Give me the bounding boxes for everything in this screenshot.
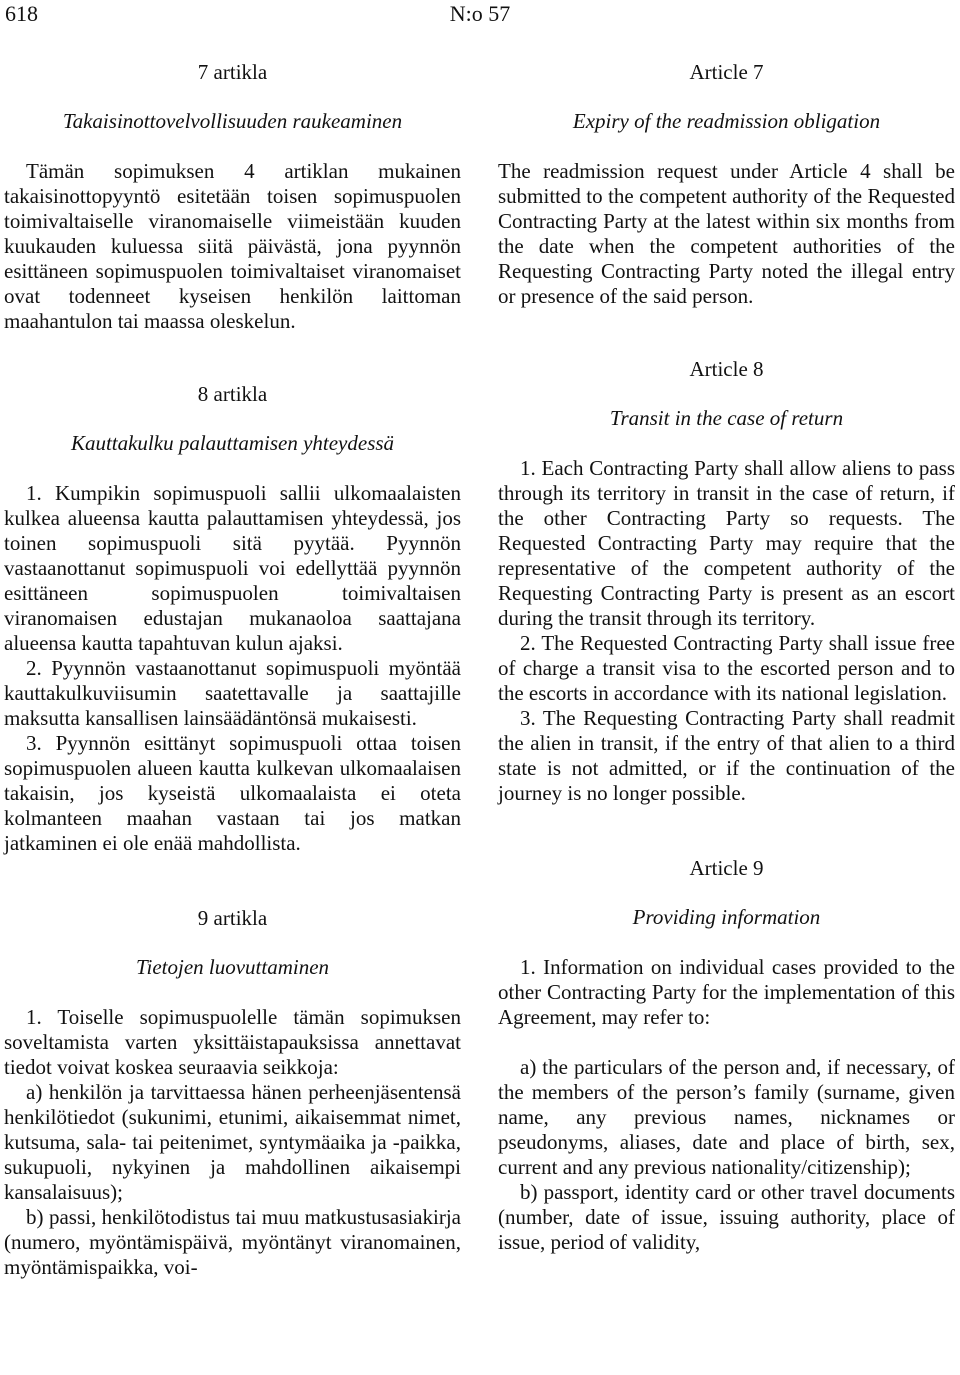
article-heading: Article 8 bbox=[689, 357, 764, 381]
article-title: Kauttakulku palauttamisen yhteydessä bbox=[70, 431, 395, 455]
article-heading: Article 9 bbox=[689, 856, 764, 880]
paragraph: a) the particulars of the person and, if necessary, of the members of the person’s family (surname, given name, any previous names, nicknames or pseudonyms, aliases, date and place of birth, sex, current and any previous nationality/citizenship); bbox=[498, 1055, 955, 1179]
paragraph: 2. The Requested Contracting Party shall issue free of charge a transit visa to the escorted person and to the escorts in accordance with its national legislation. bbox=[498, 631, 955, 705]
article-9-fi bbox=[4, 906, 461, 1280]
article-heading: 7 artikla bbox=[197, 60, 268, 84]
article-heading: 8 artikla bbox=[197, 382, 268, 406]
article-title: Takaisinottovelvollisuuden raukeaminen bbox=[62, 109, 403, 133]
paragraph: b) passi, henkilötodistus tai muu matkustusasiakirja (numero, myöntämispäivä, myöntänyt viranomainen, myöntämispaikka, voi- bbox=[4, 1205, 461, 1279]
article-heading: 9 artikla bbox=[197, 906, 268, 930]
article-title: Tietojen luovuttaminen bbox=[135, 955, 330, 979]
paragraph: 3. Pyynnön esittänyt sopimuspuoli ottaa toisen sopimuspuolen alueen kautta kulkevan ulkomaalaisen takaisin, jos kyseistä ulkomaalaista ei oteta kolmanteen maahan vastaan tai jos matkan jatkaminen ei ole enää mahdollista. bbox=[4, 731, 461, 855]
paragraph: 1. Toiselle sopimuspuolelle tämän sopimuksen soveltamista varten yksittäistapauksissa annettavat tiedot voivat koskea seuraavia seikkoja: bbox=[4, 1005, 461, 1079]
paragraph: 1. Each Contracting Party shall allow aliens to pass through its territory in transit in the case of return, if the other Contracting Party so requests. The Requested Contracting Party may require that the representative of the competent authority of the Requesting Contracting Party is present as an escort during the transit through its territory. bbox=[498, 456, 955, 630]
paragraph: Tämän sopimuksen 4 artiklan mukainen takaisinottopyyntö esitetään toisen sopimuspuolen toimivaltaiselle viranomaiselle viimeistään kuuden kuukauden kuluessa siitä päivästä, jona pyynnön esittäneen sopimuspuolen toimivaltaiset viranomaiset ovat todenneet kyseisen henkilön laittoman maahantulon tai maassa oleskelun. bbox=[4, 159, 461, 333]
paragraph: b) passport, identity card or other travel documents (number, date of issue, issuing authority, place of issue, period of validity, bbox=[498, 1180, 955, 1254]
page-number: 618 bbox=[5, 1, 38, 26]
english-column bbox=[498, 60, 955, 1255]
issue-number: N:o 57 bbox=[449, 1, 511, 26]
paragraph: The readmission request under Article 4 shall be submitted to the competent authority of the Requested Contracting Party at the latest within six months from the date when the competent authorities of the Requesting Contracting Party noted the illegal entry or presence of the said person. bbox=[498, 159, 955, 308]
finnish-column bbox=[4, 60, 461, 1280]
paragraph: 1. Information on individual cases provided to the other Contracting Party for the implementation of this Agreement, may refer to: bbox=[498, 955, 955, 1029]
article-8-fi bbox=[4, 382, 461, 856]
paragraph: a) henkilön ja tarvittaessa hänen perheenjäsentensä henkilötiedot (sukunimi, etunimi, aikaisemmat nimet, kutsuma, sala- tai peitenimet, syntymäaika ja -paikka, sukupuoli, nykyinen ja mahdollinen aikaisempi kansalaisuus); bbox=[4, 1080, 461, 1204]
article-title: Transit in the case of return bbox=[609, 406, 844, 430]
paragraph: 3. The Requesting Contracting Party shall readmit the alien in transit, if the entry of that alien to a third state is not admitted, or if the continuation of the journey is no longer possible. bbox=[498, 706, 955, 805]
article-title: Providing information bbox=[632, 905, 821, 929]
page-header bbox=[0, 0, 960, 30]
article-7-en bbox=[498, 60, 955, 309]
article-7-fi bbox=[4, 60, 461, 334]
paragraph: 1. Kumpikin sopimuspuoli sallii ulkomaalaisten kulkea alueensa kautta palauttamisen yhteydessä, jos toinen sopimuspuoli sitä pyytää. Pyynnön vastaanottanut sopimuspuoli voi edellyttää pyynnön esittäneen sopimuspuolen toimivaltaisen viranomaisen edustajan mukanaoloa saattajana alueensa kautta tapahtuvan kulun ajaksi. bbox=[4, 481, 461, 655]
article-heading: Article 7 bbox=[689, 60, 764, 84]
article-title: Expiry of the readmission obligation bbox=[572, 109, 881, 133]
article-8-en bbox=[498, 357, 955, 806]
paragraph: 2. Pyynnön vastaanottanut sopimuspuoli myöntää kauttakulkuviisumin saatettavalle ja saattajille maksutta kansallisen lainsäädäntönsä mukaisesti. bbox=[4, 656, 461, 730]
article-9-en bbox=[498, 856, 955, 1255]
